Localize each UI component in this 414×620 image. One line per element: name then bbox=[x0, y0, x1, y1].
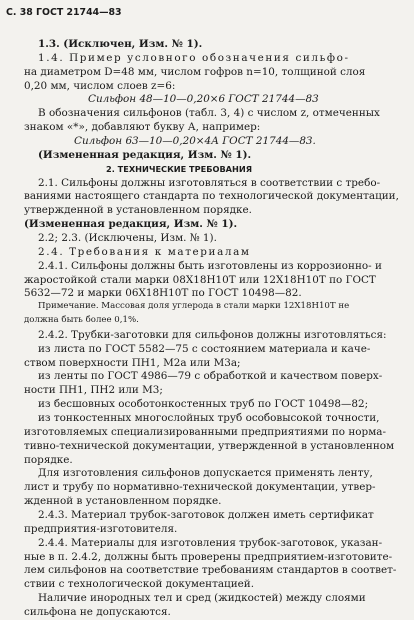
page-header: С. 38 ГОСТ 21744—83 bbox=[6, 7, 122, 18]
clause-2-4-2-line-3: ством поверхности ПН1, М2а или М3а; bbox=[24, 356, 241, 369]
permission-line-1: Для изготовления сильфонов допускается применять ленту, bbox=[38, 467, 373, 480]
clause-2-4-2-line-9: тивно-технической документации, утвержденной в установленном bbox=[24, 439, 395, 452]
clause-2-4-2-line-4: из ленты по ГОСТ 4986—79 с обработкой и качеством поверх- bbox=[38, 370, 383, 383]
clause-2-4-1-line-3: 5632—72 и марки 06Х18Н10Т по ГОСТ 10498—82. bbox=[24, 287, 302, 300]
clause-2-4-3-line-1: 2.4.3. Материал трубок-заготовок должен иметь сертификат bbox=[38, 509, 374, 522]
clause-2-4-2-line-8: изготовляемых специализированными предприятиями по норма- bbox=[24, 425, 386, 438]
clause-2-1-line-1: 2.1. Сильфоны должны изготовляться в соответствии с требо- bbox=[38, 176, 381, 189]
clause-2-1-line-2: ваниями настоящего стандарта по технологической документации, bbox=[24, 190, 399, 203]
example-designation-1: Сильфон 48—10—0,20×6 ГОСТ 21744—83 bbox=[88, 93, 319, 106]
clause-2-4-4-line-4: ствии с технологической документацией. bbox=[24, 578, 255, 591]
final-note-line-2: сильфона не допускаются. bbox=[24, 606, 171, 618]
clause-2-4-2-line-6: из бесшовных особотонкостенных труб по ГОСТ 10498—82; bbox=[38, 398, 369, 411]
clause-2-4-4-line-1: 2.4.4. Материалы для изготовления трубок-заготовок, указан- bbox=[38, 536, 383, 549]
clause-2-4-2-line-5: ности ПН1, ПН2 или М3; bbox=[24, 384, 163, 397]
clause-1-4-line-1: 1.4. Пример условного обозначения сильфо- bbox=[38, 51, 350, 64]
note-line-2: знаком «*», добавляют букву А, например: bbox=[24, 121, 261, 134]
clause-1-4-line-3: 0,20 мм, числом слоев z=6: bbox=[24, 79, 176, 92]
clause-2-4-2-line-10: порядке. bbox=[24, 453, 73, 466]
remark-line-1: Примечание. Массовая доля углерода в стали марки 12Х18Н10Т не bbox=[38, 301, 350, 312]
amendment-note-2: (Измененная редакция, Изм. № 1). bbox=[24, 218, 238, 231]
note-line-1: В обозначения сильфонов (табл. 3, 4) с числом z, отмеченных bbox=[38, 107, 380, 120]
clause-1-4-line-2: на диаметром D=48 мм, числом гофров n=10, толщиной слоя bbox=[24, 65, 366, 78]
amendment-note-1: (Измененная редакция, Изм. № 1). bbox=[38, 148, 252, 161]
clause-2-4-1-line-2: жаростойкой стали марки 08Х18Н10Т или 12Х18Н10Т по ГОСТ bbox=[24, 273, 376, 286]
clause-2-4-2-line-2: из листа по ГОСТ 5582—75 с состоянием материала и каче- bbox=[38, 342, 371, 355]
clause-2-4-4-line-3: лем сильфонов на соответствие требованиям стандартов в соответ- bbox=[24, 564, 397, 577]
permission-line-2: лист и трубу по нормативно-технической документации, утвер- bbox=[24, 481, 376, 494]
section-heading: 2. ТЕХНИЧЕСКИЕ ТРЕБОВАНИЯ bbox=[106, 163, 253, 174]
example-designation-2: Сильфон 63—10—0,20×4А ГОСТ 21744—83. bbox=[74, 134, 316, 147]
clause-2-4-4-line-2: ные в п. 2.4.2, должны быть проверены предприятием-изготовите- bbox=[24, 550, 393, 563]
permission-line-3: жденной в установленном порядке. bbox=[24, 495, 222, 508]
clause-2-4: 2.4. Требования к материалам bbox=[38, 245, 251, 258]
clause-2-1-line-3: утвержденной в установленном порядке. bbox=[24, 204, 252, 217]
clause-2-2-2-3: 2.2; 2.3. (Исключены, Изм. № 1). bbox=[38, 231, 217, 244]
final-note-line-1: Наличие инородных тел и сред (жидкостей) между слоями bbox=[38, 592, 366, 605]
clause-1-3: 1.3. (Исключен, Изм. № 1). bbox=[38, 38, 203, 50]
clause-2-4-2-line-7: из тонкостенных многослойных труб особовысокой точности, bbox=[38, 412, 380, 425]
remark-line-2: должна быть более 0,1%. bbox=[24, 315, 139, 326]
clause-2-4-2-line-1: 2.4.2. Трубки-заготовки для сильфонов должны изготовляться: bbox=[38, 328, 387, 341]
clause-2-4-3-line-2: предприятия-изготовителя. bbox=[24, 522, 178, 535]
clause-2-4-1-line-1: 2.4.1. Сильфоны должны быть изготовлены из коррозионно- и bbox=[38, 259, 382, 272]
